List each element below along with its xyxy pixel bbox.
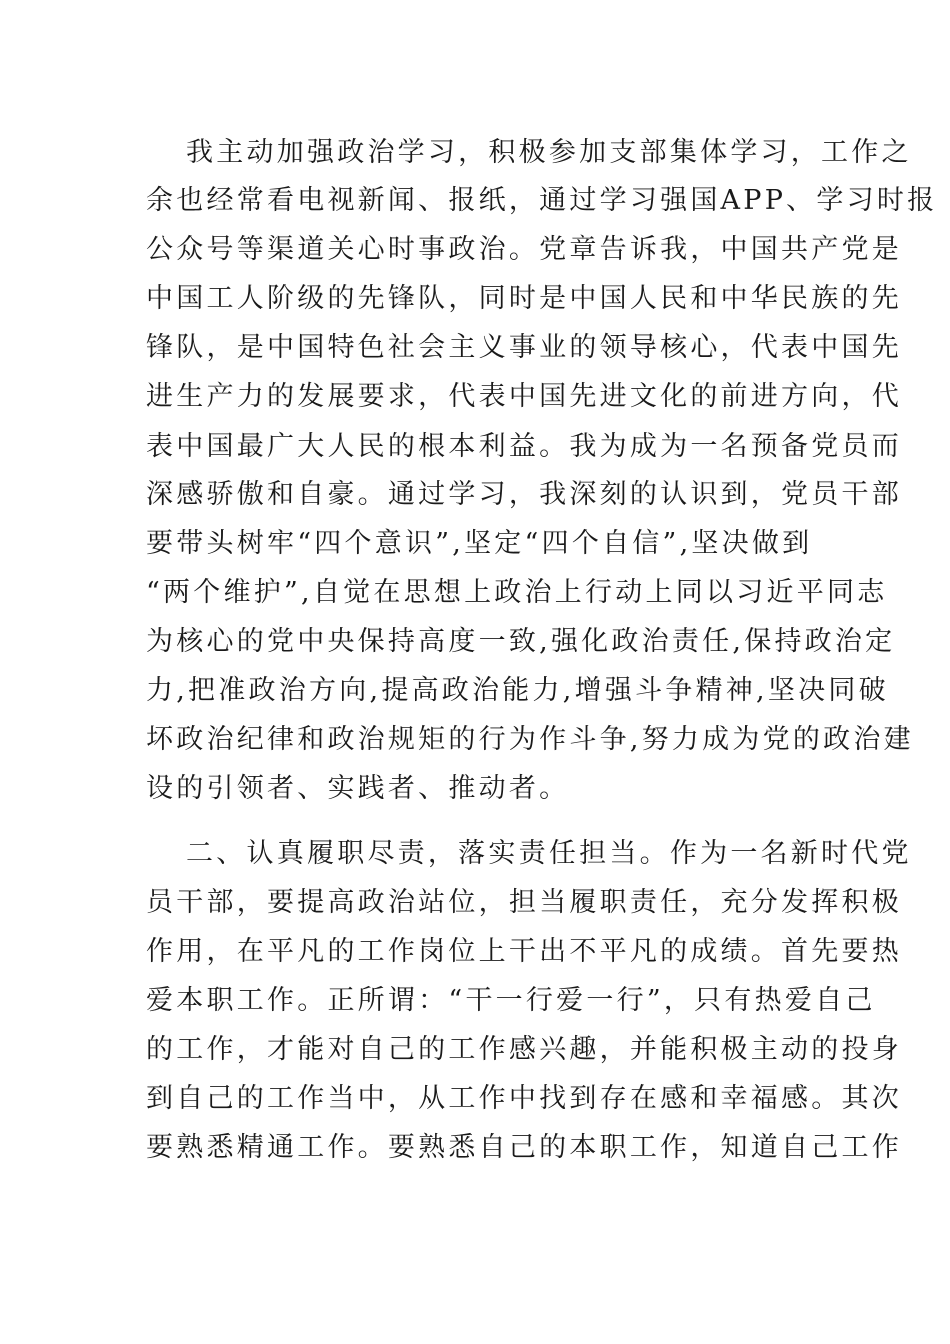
text-line: 员干部，要提高政治站位，担当履职责任，充分发挥积极 (146, 887, 902, 918)
text-line: 二、认真履职尽责，落实责任担当。作为一名新时代党 (186, 838, 912, 869)
text-line: 爱本职工作。正所谓：“干一行爱一行”，只有热爱自己 (146, 985, 876, 1016)
text-line: 坏政治纪律和政治规矩的行为作斗争,努力成为党的政治建 (146, 724, 914, 755)
text-line: 公众号等渠道关心时事政治。党章告诉我，中国共产党是 (146, 234, 902, 265)
text-line: 表中国最广大人民的根本利益。我为成为一名预备党员而 (146, 431, 902, 462)
text-line: 要带头树牢“四个意识”,坚定“四个自信”,坚决做到 (146, 528, 813, 559)
text-line: 余也经常看电视新闻、报纸，通过学习强国APP、学习时报 (146, 185, 938, 216)
text-line: 中国工人阶级的先锋队，同时是中国人民和中华民族的先 (146, 283, 902, 314)
text-line: 进生产力的发展要求，代表中国先进文化的前进方向，代 (146, 381, 902, 412)
text-line: 要熟悉精通工作。要熟悉自己的本职工作，知道自己工作 (146, 1132, 902, 1163)
text-line: “两个维护”,自觉在思想上政治上行动上同以习近平同志 (146, 577, 888, 608)
text-line: 力,把准政治方向,提高政治能力,增强斗争精神,坚决同破 (146, 675, 889, 706)
text-line: 作用，在平凡的工作岗位上干出不平凡的成绩。首先要热 (146, 936, 902, 967)
text-line: 设的引领者、实践者、推动者。 (146, 773, 570, 804)
text-line: 我主动加强政治学习，积极参加支部集体学习，工作之 (186, 137, 912, 168)
text-line: 锋队，是中国特色社会主义事业的领导核心，代表中国先 (146, 332, 902, 363)
text-line: 的工作，才能对自己的工作感兴趣，并能积极主动的投身 (146, 1034, 902, 1065)
text-line: 到自己的工作当中，从工作中找到存在感和幸福感。其次 (146, 1083, 902, 1114)
text-line: 深感骄傲和自豪。通过学习，我深刻的认识到，党员干部 (146, 479, 902, 510)
text-line: 为核心的党中央保持高度一致,强化政治责任,保持政治定 (146, 626, 896, 657)
